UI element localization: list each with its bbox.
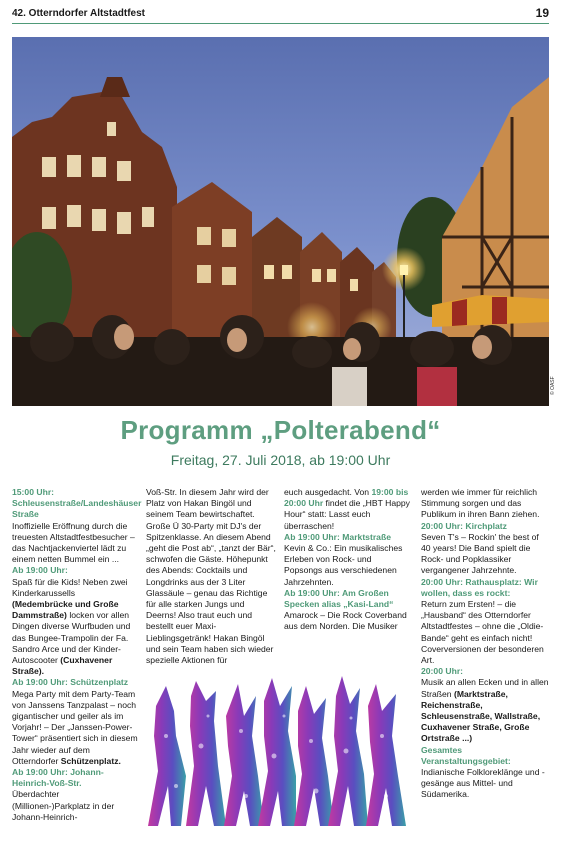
column-2 bbox=[146, 487, 276, 666]
section-heading: 20:00 Uhr: Kirchplatz bbox=[421, 520, 507, 531]
column-4 bbox=[421, 487, 549, 801]
photo-credit: © OASF bbox=[550, 376, 556, 395]
street-photo bbox=[12, 37, 549, 406]
section-text: Mega Party mit dem Party-Team von Janssens Tanzpalast – noch gigantischer und geiler als im Vorjahr! – Der „Janssen-Power-Tower“ präsentiert sich in diesem Jahr wieder auf dem Otterndorfer Schützenplatz. bbox=[12, 688, 138, 766]
section-text: werden wie immer für reichlich Stimmung sorgen und das Publikum in ihren Bann ziehen. bbox=[421, 487, 540, 520]
section-heading: 15:00 Uhr: Schleusenstraße/Landeshäuser Straße bbox=[12, 487, 142, 520]
section-heading: Ab 19:00 Uhr: bbox=[12, 565, 68, 576]
section-text: Seven T's – Rockin' the best of 40 years! Die Band spielt die Rock- und Popklassiker vergangener Jahrzehnte. bbox=[421, 531, 539, 576]
page-title: Programm „Polterabend“ bbox=[120, 415, 441, 445]
section-text: Amarock – Die Rock Coverband aus dem Norden. Die Musiker bbox=[284, 610, 407, 632]
section-heading: Gesamtes Veranstaltungsgebiet: bbox=[421, 744, 511, 766]
header-rule bbox=[12, 23, 549, 24]
section-heading: 20:00 Uhr: Rathausplatz: Wir wollen, dass es rockt: bbox=[421, 576, 538, 598]
section-text: Inoffizielle Eröffnung durch die treuesten Altstadtfestbesucher – das Nachtjackenviertel lädt zu einem netten Bummel ein ... bbox=[12, 520, 135, 565]
section-text: Indianische Folkloreklänge und -gesänge aus Mittel- und Südamerika. bbox=[421, 767, 545, 800]
page-number: 19 bbox=[535, 6, 549, 20]
section-text: Return zum Ersten! – die „Hausband“ des Otterndorfer Altstadtfestes – ohne die „Oldie-Bande“ geht es einfach nicht! Coverversionen der besonderen Art. bbox=[421, 599, 544, 666]
section-text: Überdachter (Millionen-)Parkplatz in der Johann-Heinrich- bbox=[12, 789, 115, 822]
page-header bbox=[12, 6, 549, 24]
section-text: Musik an allen Ecken und in allen Straßen (Marktstraße, Reichenstraße, Schleusenstraße, Wallstraße, Cuxhavener Straße, Große Ortstraße ...) bbox=[421, 677, 549, 744]
column-3 bbox=[284, 487, 412, 633]
section-heading: Ab 19:00 Uhr: Schützenplatz bbox=[12, 677, 129, 688]
column-1 bbox=[12, 487, 142, 823]
section-heading: 20:00 Uhr: bbox=[421, 666, 464, 677]
section-text: Kevin & Co.: Ein musikalisches Erleben von Rock- und Popsongs aus verschiedenen Jahrzehnten. bbox=[284, 543, 403, 587]
section-heading: Ab 19:00 Uhr: Johann-Heinrich-Voß-Str. bbox=[12, 767, 104, 789]
section-heading: Ab 19:00 Uhr: Am Großen Specken alias „Kasi-Land“ bbox=[284, 587, 394, 610]
publication-title: 42. Otterndorfer Altstadtfest bbox=[12, 8, 145, 19]
section-text: Spaß für die Kids! Neben zwei Kinderkarussells (Medembrücke und Große Dammstraße) locken vor allen Dingen diverse Wurfbuden und das Bungee-Trampolin der Fa. Sandro Arce und der Kinder-Autoscooter (Cuxhavener Straße). bbox=[12, 576, 131, 677]
dancing-crowd-illustration bbox=[146, 676, 414, 834]
section-text: euch ausgedacht. Von 19:00 bis 20:00 Uhr findet die „HBT Happy Hour“ statt: Lasst euch überraschen! bbox=[284, 487, 410, 531]
section-heading: Ab 19:00 Uhr: Marktstraße bbox=[284, 531, 391, 542]
event-date: Freitag, 27. Juli 2018, ab 19:00 Uhr bbox=[170, 452, 391, 468]
section-text: Voß-Str. In diesem Jahr wird der Platz von Hakan Bingöl und seinem Team bewirtschaftet. Große Ü 30-Party mit DJ's der Spitzenklasse. An diesem Abend „geht die Post ab“, „tanzt der Bär“, schwofen die Gäste. Höhepunkt des Abends: Cocktails und Longdrinks aus der 3 Liter Glassäule – genau das Richtige für alle starken Jungs und Deerns! Also traut euch und bestellt euer Maxi-Lieblingsgetränk! Hakan Bingöl und sein Team haben sich wieder spezielle Aktionen für bbox=[146, 487, 276, 666]
